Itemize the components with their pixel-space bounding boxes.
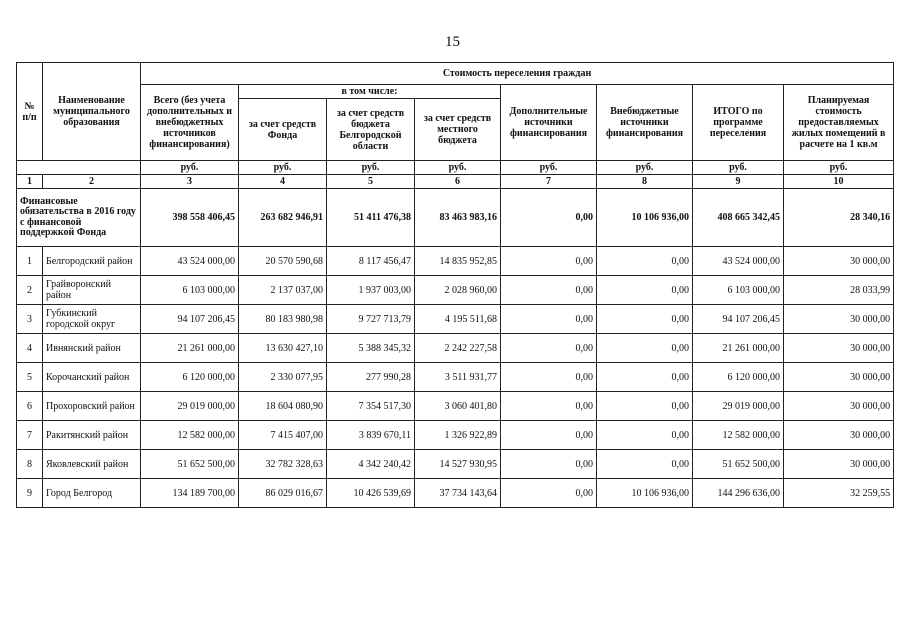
municipality-name: Ракитянский район xyxy=(43,421,141,450)
summary-total: 398 558 406,45 xyxy=(141,189,239,247)
cell-extrabudgetary: 0,00 xyxy=(597,247,693,276)
cell-regional: 4 342 240,42 xyxy=(327,450,415,479)
summary-label: Финансовые обязательства в 2016 году с финансовой поддержкой Фонда xyxy=(17,189,141,247)
cell-extrabudgetary: 0,00 xyxy=(597,392,693,421)
table-row xyxy=(17,247,894,276)
summary-extrabudgetary: 10 106 936,00 xyxy=(597,189,693,247)
header-including: в том числе: xyxy=(239,85,501,99)
summary-planned-cost: 28 340,16 xyxy=(784,189,894,247)
cell-extrabudgetary: 0,00 xyxy=(597,363,693,392)
header-extrabudgetary: Внебюджетные источники финансирования xyxy=(597,85,693,161)
cell-total: 21 261 000,00 xyxy=(141,334,239,363)
summary-additional: 0,00 xyxy=(501,189,597,247)
cell-program-total: 94 107 206,45 xyxy=(693,305,784,334)
summary-fund: 263 682 946,91 xyxy=(239,189,327,247)
cell-regional: 9 727 713,79 xyxy=(327,305,415,334)
cell-local: 2 242 227,58 xyxy=(415,334,501,363)
unit-cell: руб. xyxy=(597,161,693,175)
column-number: 10 xyxy=(784,175,894,189)
header-additional: Дополнительные источники финансирования xyxy=(501,85,597,161)
cell-regional: 3 839 670,11 xyxy=(327,421,415,450)
table-row xyxy=(17,392,894,421)
cell-local: 37 734 143,64 xyxy=(415,479,501,508)
header-municipality: Наименование муниципального образования xyxy=(43,63,141,161)
table-body xyxy=(17,247,894,508)
header-cost-title: Стоимость переселения граждан xyxy=(141,63,894,85)
column-number-row xyxy=(17,175,894,189)
header-planned-cost: Планируемая стоимость предоставляемых жилых помещений в расчете на 1 кв.м xyxy=(784,85,894,161)
cell-fund: 13 630 427,10 xyxy=(239,334,327,363)
header-no: № п/п xyxy=(17,63,43,161)
cell-local: 4 195 511,68 xyxy=(415,305,501,334)
header-total: Всего (без учета дополнительных и внебюджетных источников финансирования) xyxy=(141,85,239,161)
cell-total: 6 103 000,00 xyxy=(141,276,239,305)
municipality-name: Белгородский район xyxy=(43,247,141,276)
row-number: 8 xyxy=(17,450,43,479)
cell-additional: 0,00 xyxy=(501,334,597,363)
header-local: за счет средств местного бюджета xyxy=(415,99,501,161)
cell-planned-cost: 30 000,00 xyxy=(784,421,894,450)
cell-total: 12 582 000,00 xyxy=(141,421,239,450)
header-fund: за счет средств Фонда xyxy=(239,99,327,161)
column-number: 7 xyxy=(501,175,597,189)
municipality-name: Прохоровский район xyxy=(43,392,141,421)
resettlement-cost-table xyxy=(16,62,894,508)
table-row xyxy=(17,363,894,392)
municipality-name: Губкинский городской округ xyxy=(43,305,141,334)
page-number: 15 xyxy=(445,34,460,50)
cell-program-total: 12 582 000,00 xyxy=(693,421,784,450)
cell-fund: 18 604 080,90 xyxy=(239,392,327,421)
column-number: 6 xyxy=(415,175,501,189)
municipality-name: Ивнянский район xyxy=(43,334,141,363)
cell-planned-cost: 28 033,99 xyxy=(784,276,894,305)
summary-program-total: 408 665 342,45 xyxy=(693,189,784,247)
row-number: 5 xyxy=(17,363,43,392)
summary-regional: 51 411 476,38 xyxy=(327,189,415,247)
cell-program-total: 6 120 000,00 xyxy=(693,363,784,392)
cell-local: 14 527 930,95 xyxy=(415,450,501,479)
cell-total: 6 120 000,00 xyxy=(141,363,239,392)
table-row xyxy=(17,479,894,508)
cell-program-total: 29 019 000,00 xyxy=(693,392,784,421)
cell-planned-cost: 32 259,55 xyxy=(784,479,894,508)
cell-extrabudgetary: 0,00 xyxy=(597,450,693,479)
cell-total: 51 652 500,00 xyxy=(141,450,239,479)
table-row xyxy=(17,276,894,305)
cell-regional: 1 937 003,00 xyxy=(327,276,415,305)
row-number: 9 xyxy=(17,479,43,508)
cell-local: 3 060 401,80 xyxy=(415,392,501,421)
cell-fund: 86 029 016,67 xyxy=(239,479,327,508)
unit-cell: руб. xyxy=(239,161,327,175)
cell-planned-cost: 30 000,00 xyxy=(784,305,894,334)
cell-total: 29 019 000,00 xyxy=(141,392,239,421)
row-number: 3 xyxy=(17,305,43,334)
table-row xyxy=(17,305,894,334)
unit-cell: руб. xyxy=(784,161,894,175)
row-number: 7 xyxy=(17,421,43,450)
cell-additional: 0,00 xyxy=(501,450,597,479)
cell-fund: 20 570 590,68 xyxy=(239,247,327,276)
municipality-name: Корочанский район xyxy=(43,363,141,392)
cell-program-total: 21 261 000,00 xyxy=(693,334,784,363)
table-row xyxy=(17,421,894,450)
header-program-total: ИТОГО по программе переселения xyxy=(693,85,784,161)
cell-additional: 0,00 xyxy=(501,479,597,508)
column-number: 9 xyxy=(693,175,784,189)
cell-planned-cost: 30 000,00 xyxy=(784,450,894,479)
cell-additional: 0,00 xyxy=(501,247,597,276)
table-row xyxy=(17,450,894,479)
cell-fund: 2 330 077,95 xyxy=(239,363,327,392)
cell-extrabudgetary: 0,00 xyxy=(597,276,693,305)
unit-cell: руб. xyxy=(693,161,784,175)
cell-additional: 0,00 xyxy=(501,305,597,334)
unit-cell: руб. xyxy=(141,161,239,175)
cell-local: 2 028 960,00 xyxy=(415,276,501,305)
cell-regional: 277 990,28 xyxy=(327,363,415,392)
row-number: 6 xyxy=(17,392,43,421)
column-number: 1 xyxy=(17,175,43,189)
cell-fund: 80 183 980,98 xyxy=(239,305,327,334)
cell-additional: 0,00 xyxy=(501,421,597,450)
cell-program-total: 43 524 000,00 xyxy=(693,247,784,276)
unit-cell: руб. xyxy=(501,161,597,175)
cell-local: 14 835 952,85 xyxy=(415,247,501,276)
cell-planned-cost: 30 000,00 xyxy=(784,334,894,363)
row-number: 4 xyxy=(17,334,43,363)
municipality-name: Яковлевский район xyxy=(43,450,141,479)
cell-regional: 7 354 517,30 xyxy=(327,392,415,421)
column-number: 2 xyxy=(43,175,141,189)
cell-fund: 7 415 407,00 xyxy=(239,421,327,450)
units-row xyxy=(17,161,894,175)
cell-total: 94 107 206,45 xyxy=(141,305,239,334)
row-number: 1 xyxy=(17,247,43,276)
unit-cell: руб. xyxy=(327,161,415,175)
header-regional: за счет средств бюджета Белгородской области xyxy=(327,99,415,161)
summary-local: 83 463 983,16 xyxy=(415,189,501,247)
cell-planned-cost: 30 000,00 xyxy=(784,392,894,421)
row-number: 2 xyxy=(17,276,43,305)
table-row xyxy=(17,334,894,363)
cell-program-total: 6 103 000,00 xyxy=(693,276,784,305)
cell-planned-cost: 30 000,00 xyxy=(784,363,894,392)
cell-fund: 2 137 037,00 xyxy=(239,276,327,305)
cell-regional: 10 426 539,69 xyxy=(327,479,415,508)
cell-additional: 0,00 xyxy=(501,276,597,305)
column-number: 5 xyxy=(327,175,415,189)
municipality-name: Грайворонский район xyxy=(43,276,141,305)
cell-regional: 8 117 456,47 xyxy=(327,247,415,276)
cell-program-total: 144 296 636,00 xyxy=(693,479,784,508)
municipality-name: Город Белгород xyxy=(43,479,141,508)
cell-planned-cost: 30 000,00 xyxy=(784,247,894,276)
cell-local: 1 326 922,89 xyxy=(415,421,501,450)
cell-additional: 0,00 xyxy=(501,363,597,392)
cell-regional: 5 388 345,32 xyxy=(327,334,415,363)
cell-additional: 0,00 xyxy=(501,392,597,421)
cell-total: 134 189 700,00 xyxy=(141,479,239,508)
cell-extrabudgetary: 0,00 xyxy=(597,334,693,363)
cell-local: 3 511 931,77 xyxy=(415,363,501,392)
cell-extrabudgetary: 0,00 xyxy=(597,305,693,334)
cell-extrabudgetary: 10 106 936,00 xyxy=(597,479,693,508)
cell-total: 43 524 000,00 xyxy=(141,247,239,276)
column-number: 8 xyxy=(597,175,693,189)
column-number: 4 xyxy=(239,175,327,189)
cell-program-total: 51 652 500,00 xyxy=(693,450,784,479)
summary-row xyxy=(17,189,894,247)
column-number: 3 xyxy=(141,175,239,189)
unit-cell: руб. xyxy=(415,161,501,175)
cell-fund: 32 782 328,63 xyxy=(239,450,327,479)
cell-extrabudgetary: 0,00 xyxy=(597,421,693,450)
